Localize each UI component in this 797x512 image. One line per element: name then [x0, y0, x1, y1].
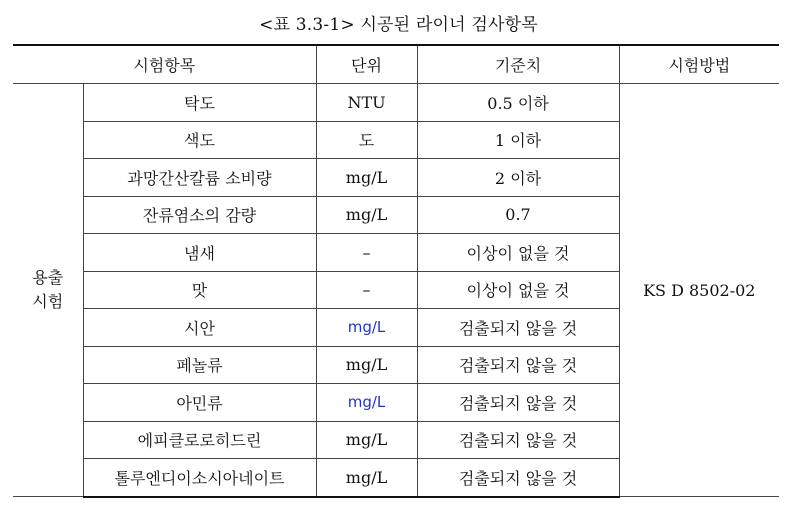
inspection-items-table	[13, 44, 779, 498]
table-caption: <표 3.3-1> 시공된 라이너 검사항목	[259, 15, 538, 35]
header-item: 시험항목	[13, 45, 316, 84]
header-method: 시험방법	[619, 45, 779, 84]
cell-standard: 1 이하	[417, 121, 619, 159]
cell-item: 톨루엔디이소시아네이트	[83, 459, 316, 497]
cell-item: 맛	[83, 271, 316, 309]
cell-standard: 0.5 이하	[417, 84, 619, 122]
cell-unit: mg/L	[316, 421, 417, 459]
cell-standard: 이상이 없을 것	[417, 271, 619, 309]
cell-unit: –	[316, 234, 417, 272]
cell-unit: 도	[316, 121, 417, 159]
cell-item: 페놀류	[83, 346, 316, 384]
cell-unit: mg/L	[316, 346, 417, 384]
cell-standard: 0.7	[417, 196, 619, 234]
cell-item: 에피클로로히드린	[83, 421, 316, 459]
cell-item: 색도	[83, 121, 316, 159]
header-standard: 기준치	[417, 45, 619, 84]
table-row	[13, 84, 779, 122]
cell-standard: 검출되지 않을 것	[417, 421, 619, 459]
cell-unit: NTU	[316, 84, 417, 122]
group-label-line1: 용출	[32, 268, 64, 287]
group-label	[13, 84, 83, 497]
cell-item: 냄새	[83, 234, 316, 272]
cell-standard: 2 이하	[417, 159, 619, 197]
cell-unit: mg/L	[316, 159, 417, 197]
cell-method: KS D 8502-02	[619, 84, 779, 497]
cell-item: 잔류염소의 감량	[83, 196, 316, 234]
group-label-line2: 시험	[32, 292, 64, 311]
cell-unit: mg/L	[316, 384, 417, 422]
cell-item: 아민류	[83, 384, 316, 422]
cell-unit: mg/L	[316, 196, 417, 234]
header-row	[13, 45, 779, 84]
cell-item: 시안	[83, 309, 316, 347]
cell-standard: 검출되지 않을 것	[417, 459, 619, 497]
cell-standard: 이상이 없을 것	[417, 234, 619, 272]
cell-standard: 검출되지 않을 것	[417, 309, 619, 347]
cell-standard: 검출되지 않을 것	[417, 384, 619, 422]
cell-item: 과망간산칼륨 소비량	[83, 159, 316, 197]
cell-item: 탁도	[83, 84, 316, 122]
header-unit: 단위	[316, 45, 417, 84]
cell-unit: mg/L	[316, 309, 417, 347]
cell-unit: –	[316, 271, 417, 309]
cell-unit: mg/L	[316, 459, 417, 497]
cell-standard: 검출되지 않을 것	[417, 346, 619, 384]
